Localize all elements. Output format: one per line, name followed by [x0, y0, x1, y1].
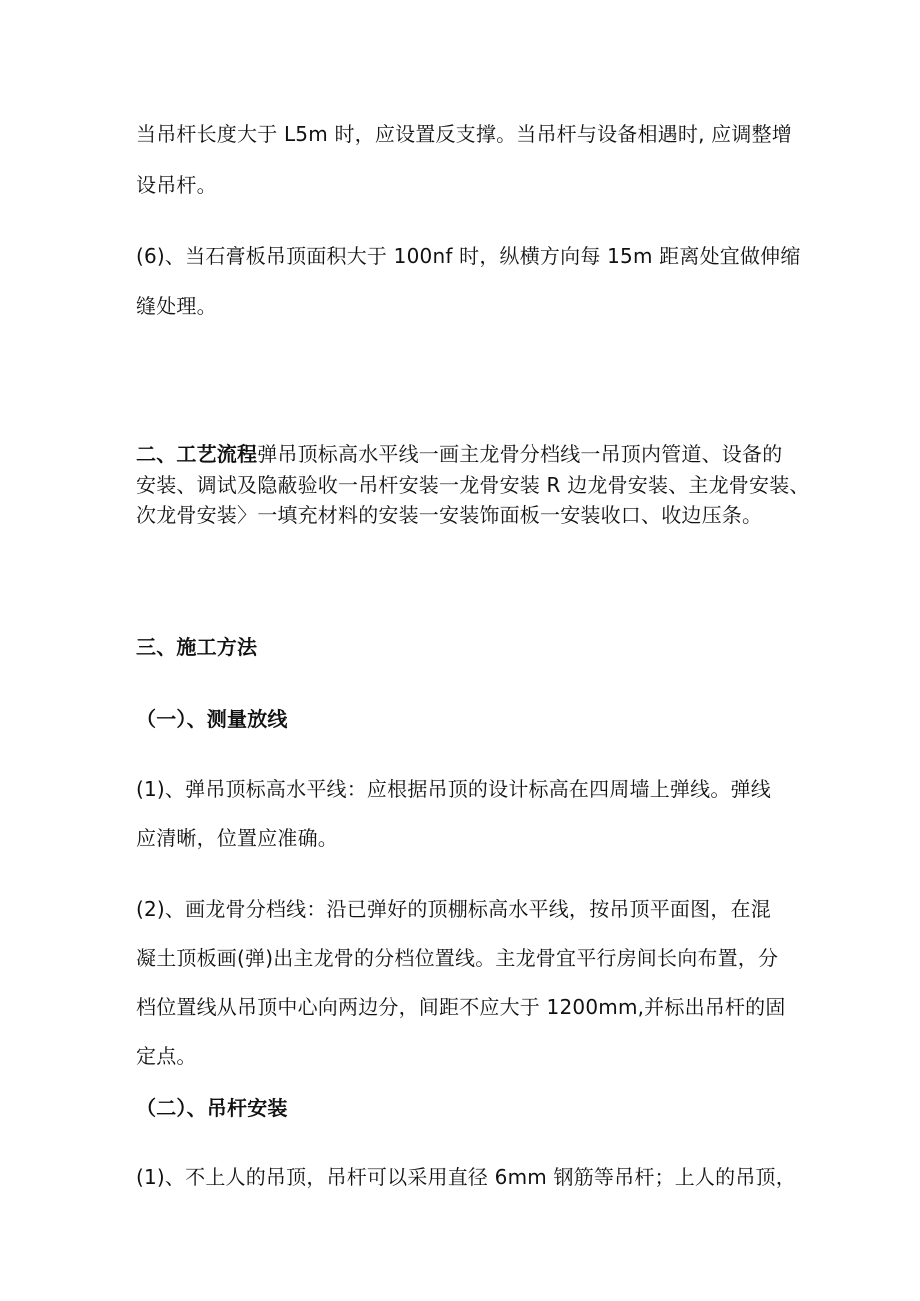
paragraph-line: (2)、画龙骨分档线：沿已弹好的顶棚标高水平线，按吊顶平面图，在混 [136, 897, 771, 921]
subsection-heading: （二）、吊杆安装 [136, 1096, 288, 1120]
paragraph-line: 定点。 [136, 1044, 197, 1068]
subsection-heading: （一）、测量放线 [136, 707, 288, 731]
paragraph-line: 应清晰，位置应准确。 [136, 826, 338, 850]
paragraph-line: 缝处理。 [136, 294, 217, 318]
process-heading: 二、工艺流程 [136, 442, 258, 466]
paragraph-line: 档位置线从吊顶中心向两边分，间距不应大于 1200mm,并标出吊杆的固 [136, 995, 786, 1019]
paragraph-line: 次龙骨安装〉一填充材料的安装一安装饰面板一安装收口、收边压条。 [136, 503, 763, 527]
paragraph-line: 凝土顶板画(弹)出主龙骨的分档位置线。主龙骨宜平行房间长向布置，分 [136, 946, 779, 970]
process-text: 弹吊顶标高水平线一画主龙骨分档线一吊顶内管道、设备的 [257, 442, 783, 466]
paragraph-line: (1)、弹吊顶标高水平线：应根据吊顶的设计标高在四周墙上弹线。弹线 [136, 777, 771, 801]
section-heading: 三、施工方法 [136, 635, 258, 659]
paragraph-line: 安装、调试及隐蔽验收一吊杆安装一龙骨安装 R 边龙骨安装、主龙骨安装、 [136, 473, 810, 497]
paragraph-line: 当吊杆长度大于 L5m 时，应设置反支撑。当吊杆与设备相遇时, 应调整增 [136, 122, 792, 146]
process-line [136, 440, 836, 468]
paragraph-line: (1)、不上人的吊顶，吊杆可以采用直径 6mm 钢筋等吊杆；上人的吊顶， [136, 1165, 796, 1189]
paragraph-line: 设吊杆。 [136, 173, 217, 197]
paragraph-line: (6)、当石膏板吊顶面积大于 100nf 时，纵横方向每 15m 距离处宜做伸缩 [136, 244, 801, 268]
